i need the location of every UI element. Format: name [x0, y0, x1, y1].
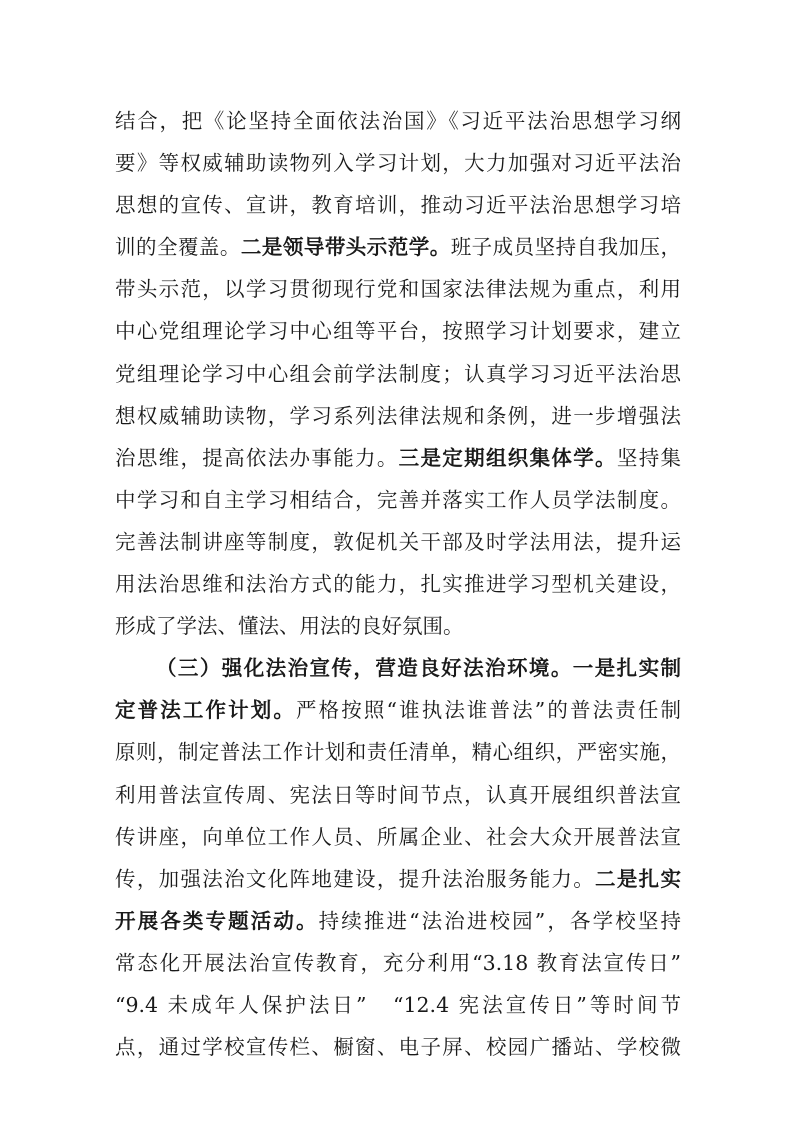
text-line: [115, 268, 681, 310]
text-line: [115, 731, 681, 773]
text-segment: 常态化开展法治宣传教育，充分利用“3.18 教育法宣传日”: [115, 950, 681, 975]
text-segment: 中学习和自主学习相结合，完善并落实工作人员学法制度。: [115, 487, 681, 512]
text-segment: 用法治思维和法治方式的能力，扎实推进学习型机关建设，: [115, 572, 681, 597]
text-segment: 中心党组理论学习中心组等平台，按照学习计划要求，建立: [115, 319, 681, 344]
text-segment: 结合，把《论坚持全面依法治国》《习近平法治思想学习纲: [115, 109, 681, 133]
text-line: [115, 100, 681, 142]
text-segment: 利用普法宣传周、宪法日等时间节点，认真开展组织普法宣: [115, 782, 681, 807]
text-line: [115, 689, 681, 731]
text-segment: 完善法制讲座等制度，敦促机关干部及时学法用法，提升运: [115, 529, 681, 554]
document-body: [115, 100, 681, 1068]
text-line: [115, 479, 681, 521]
text-line: [115, 605, 681, 647]
text-segment: 原则，制定普法工作计划和责任清单，精心组织，严密实施，: [115, 740, 681, 765]
text-segment: “9.4 未成年人保护法日” “12.4 宪法宣传日”等时间节: [115, 992, 681, 1017]
text-segment: 想权威辅助读物，学习系列法律法规和条例，进一步增强法: [115, 403, 681, 428]
text-line: [115, 942, 681, 984]
text-line: [115, 774, 681, 816]
text-segment: 思想的宣传、宣讲，教育培训，推动习近平法治思想学习培: [115, 193, 681, 218]
text-line: [115, 142, 681, 184]
bold-text-segment: 二是领导带头示范学。: [240, 235, 451, 260]
text-segment: 班子成员坚持自我加压，: [450, 235, 682, 260]
text-segment: 持续推进“法治进校园”，各学校坚持: [318, 908, 681, 933]
text-line: [115, 858, 681, 900]
text-line: [115, 647, 681, 689]
text-segment: 点，通过学校宣传栏、橱窗、电子屏、校园广播站、学校微: [115, 1035, 681, 1060]
bold-text-segment: 三是定期组织集体学。: [398, 445, 617, 470]
text-line: [115, 184, 681, 226]
text-line: [115, 900, 681, 942]
text-line: [115, 1026, 681, 1068]
text-line: [115, 395, 681, 437]
text-line: [115, 563, 681, 605]
text-line: [115, 437, 681, 479]
text-segment: 传讲座，向单位工作人员、所属企业、社会大众开展普法宣: [115, 824, 681, 849]
text-segment: 严格按照“谁执法谁普法”的普法责任制: [295, 698, 682, 723]
bold-text-segment: 二是扎实: [595, 866, 682, 891]
text-line: [115, 226, 681, 268]
text-line: [115, 984, 681, 1026]
text-line: [115, 816, 681, 858]
text-line: [115, 310, 681, 352]
text-segment: 形成了学法、懂法、用法的良好氛围。: [115, 614, 464, 639]
text-line: [115, 521, 681, 563]
bold-text-segment: 定普法工作计划。: [115, 698, 296, 723]
text-segment: 党组理论学习中心组会前学法制度；认真学习习近平法治思: [115, 361, 681, 386]
text-segment: 传，加强法治文化阵地建设，提升法治服务能力。: [115, 866, 596, 891]
text-segment: 坚持集: [616, 445, 682, 470]
text-segment: 治思维，提高依法办事能力。: [115, 445, 399, 470]
bold-text-segment: 开展各类专题活动。: [115, 908, 319, 933]
text-segment: 带头示范，以学习贯彻现行党和国家法律法规为重点，利用: [115, 277, 681, 302]
bold-text-segment: 一是扎实制: [572, 656, 682, 681]
text-segment: 训的全覆盖。: [115, 235, 241, 260]
text-line: [115, 353, 681, 395]
text-segment: 要》等权威辅助读物列入学习计划，大力加强对习近平法治: [115, 151, 681, 176]
bold-text-segment: （三）强化法治宣传，营造良好法治环境。: [156, 656, 573, 681]
